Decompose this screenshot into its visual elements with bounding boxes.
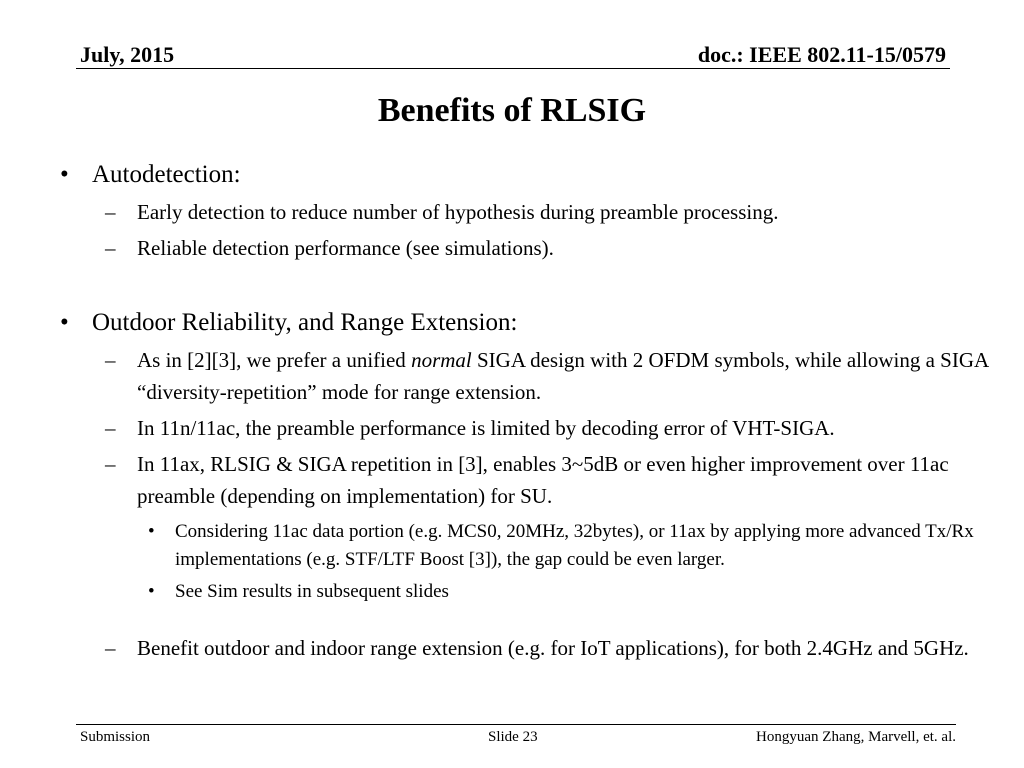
sub-bullet-11ax-rlsig — [60, 448, 1010, 512]
sub-bullet-text: Early detection to reduce number of hypothesis during preamble processing. — [137, 200, 779, 224]
bullet-text: Outdoor Reliability, and Range Extension: — [92, 309, 518, 336]
footer-slide-number: Slide 23 — [488, 729, 538, 745]
sub-bullet-reliable-detection — [60, 232, 1010, 264]
emphasis-normal: normal — [411, 348, 472, 372]
header-divider — [76, 68, 950, 69]
subsub-bullet-text: Considering 11ac data portion (e.g. MCS0, 20MHz, 32bytes), or 11ax by applying more advanced Tx/Rx implementations (e.g. STF/LTF Boost [3]), the gap could be even larger. — [175, 521, 974, 570]
slide-title: Benefits of RLSIG — [377, 92, 647, 129]
header-doc-id: doc.: IEEE 802.11-15/0579 — [697, 42, 946, 67]
sub-bullet-text: Benefit outdoor and indoor range extension (e.g. for IoT applications), for both 2.4GHz and 5GHz. — [137, 636, 969, 660]
bullet-text: Autodetection: — [92, 161, 241, 188]
dash-marker: – — [105, 636, 116, 660]
dash-marker: – — [105, 416, 116, 440]
sub-bullet-11n-11ac — [60, 412, 1010, 444]
sub-bullet-text-post: SIGA design with 2 OFDM symbols, while allowing a SIGA “diversity-repetition” mode for range extension. — [137, 348, 989, 404]
bullet-marker: • — [148, 521, 155, 542]
dash-marker: – — [105, 348, 116, 372]
sub-bullet-text: In 11ax, RLSIG & SIGA repetition in [3], enables 3~5dB or even higher improvement over 11ac preamble (depending on implementation) for SU. — [137, 452, 949, 508]
bullet-marker: • — [60, 161, 69, 188]
header-date: July, 2015 — [80, 42, 175, 67]
bullet-outdoor-reliability — [60, 306, 1010, 340]
subsub-bullet-11ac-data — [60, 518, 1010, 574]
dash-marker: – — [105, 236, 116, 260]
sub-bullet-unified-siga — [60, 344, 1010, 408]
footer-divider — [76, 724, 956, 725]
dash-marker: – — [105, 452, 116, 476]
sub-bullet-early-detection — [60, 196, 1010, 228]
footer-authors: Hongyuan Zhang, Marvell, et. al. — [756, 729, 956, 745]
bullet-marker: • — [148, 581, 155, 602]
sub-bullet-text: Reliable detection performance (see simulations). — [137, 236, 554, 260]
sub-bullet-range-extension — [60, 632, 1010, 664]
dash-marker: – — [105, 200, 116, 224]
sub-bullet-text: In 11n/11ac, the preamble performance is limited by decoding error of VHT-SIGA. — [137, 416, 835, 440]
bullet-marker: • — [60, 309, 69, 336]
sub-bullet-text-pre: As in [2][3], we prefer a unified — [137, 348, 412, 372]
bullet-autodetection — [60, 158, 1010, 192]
subsub-bullet-sim-results — [60, 578, 1010, 606]
subsub-bullet-text: See Sim results in subsequent slides — [175, 581, 449, 602]
slide-body — [60, 158, 1010, 664]
footer-submission: Submission — [80, 729, 151, 745]
